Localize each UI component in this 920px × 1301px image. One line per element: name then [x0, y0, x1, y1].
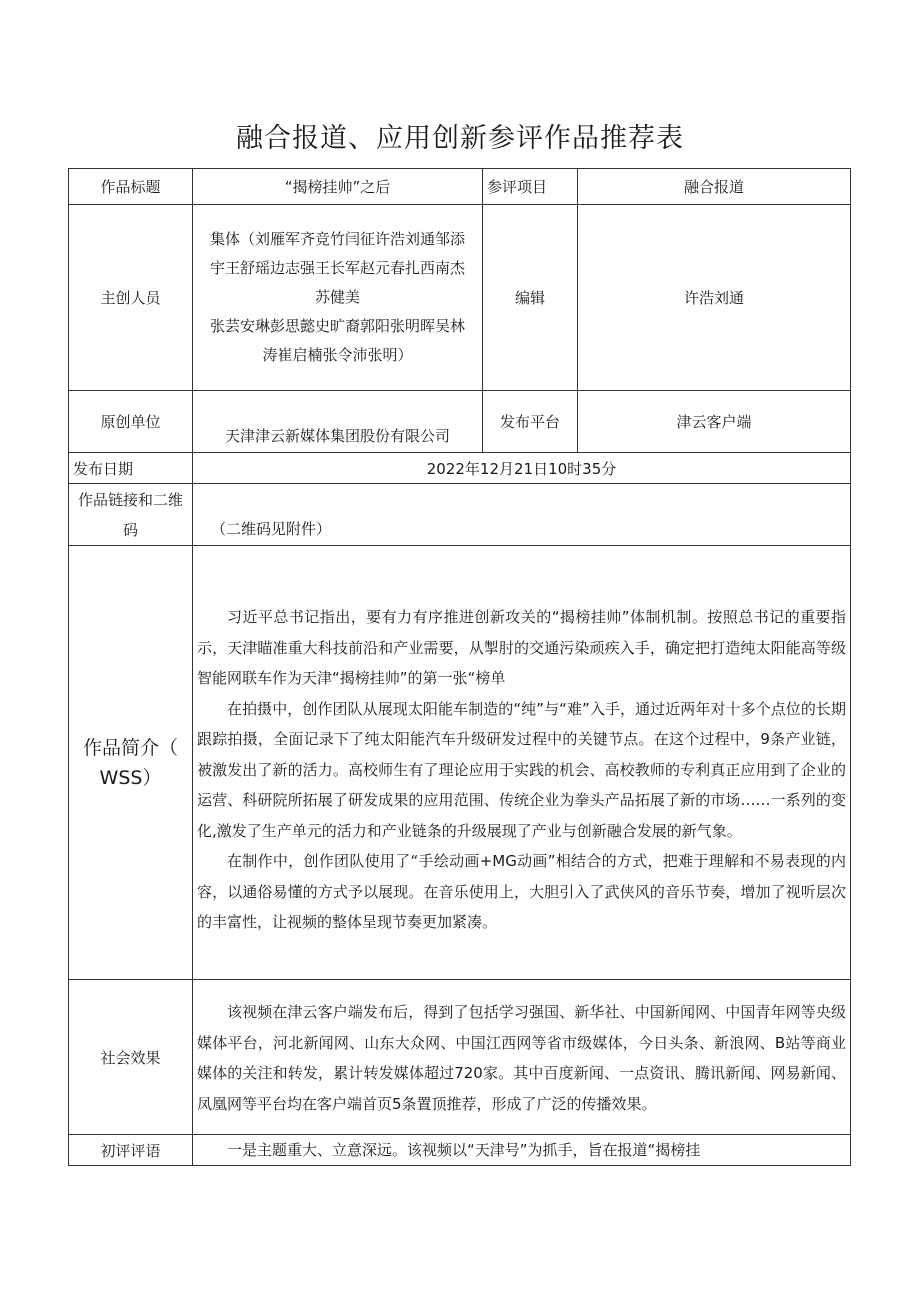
row-creators [69, 205, 851, 391]
platform-label: 发布平台 [483, 391, 578, 453]
effect-paragraph: 该视频在津云客户端发布后，得到了包括学习强国、新华社、中国新闻网、中国青年网等央级媒体平台，河北新闻网、山东大众网、中国江西网等省市级媒体，今日头条、新浪网、B站等商业媒体的关注和转发，累计转发媒体超过720家。其中百度新闻、一点资讯、腾讯新闻、网易新闻、凤凰网等平台均在客户端首页5条置顶推荐，形成了广泛的传播效果。 [197, 1003, 846, 1113]
intro-label [69, 546, 193, 980]
creators-line: 涛崔启楠张令沛张明） [262, 346, 413, 364]
category-value: 融合报道 [578, 169, 851, 205]
link-value: （二维码见附件） [193, 484, 851, 546]
intro-paragraph: 习近平总书记指出，要有力有序推进创新攻关的“揭榜挂帅”体制机制。按照总书记的重要指示，天津瞄准重大科技前沿和产业需要，从掣肘的交通污染顽疾入手，确定把打造纯太阳能高等级智能网联车作为天津“揭榜挂帅”的第一张“榜单 [197, 608, 846, 687]
unit-label: 原创单位 [69, 391, 193, 453]
recommendation-form-table [68, 168, 851, 1166]
editor-value: 许浩刘通 [578, 205, 851, 391]
row-comment [69, 1135, 851, 1166]
creators-line: 集体（刘雁军齐竞竹闫征许浩刘通邹添 [209, 230, 465, 248]
editor-label: 编辑 [483, 205, 578, 391]
link-label-line: 码 [122, 520, 138, 539]
work-title-value: “揭榜挂帅”之后 [193, 169, 483, 205]
effect-label: 社会效果 [69, 980, 193, 1135]
intro-paragraph: 在制作中，创作团队使用了“手绘动画+MG动画”相结合的方式，把难于理解和不易表现的内容，以通俗易懂的方式予以展现。在音乐使用上，大胆引入了武侠风的音乐节奏，增加了视听层次的丰富性，让视频的整体呈现节奏更加紧凑。 [197, 852, 846, 931]
creators-value [193, 205, 483, 391]
intro-label-line: WSS） [99, 766, 162, 789]
creators-label: 主创人员 [69, 205, 193, 391]
page-title: 融合报道、应用创新参评作品推荐表 [236, 123, 684, 154]
comment-label: 初评评语 [69, 1135, 193, 1166]
row-link [69, 484, 851, 546]
creators-line: 宇王舒瑶边志强王长军赵元春扎西南杰 [209, 259, 465, 277]
row-work-title [69, 169, 851, 205]
platform-value: 津云客户端 [578, 391, 851, 453]
unit-value: 天津津云新媒体集团股份有限公司 [193, 391, 483, 453]
date-value: 2022年12月21日10时35分 [193, 453, 851, 484]
row-date [69, 453, 851, 484]
intro-content [193, 546, 851, 980]
work-title-label: 作品标题 [69, 169, 193, 205]
intro-paragraph: 在拍摄中，创作团队从展现太阳能车制造的“纯”与“难”入手，通过近两年对十多个点位的长期跟踪拍摄，全面记录下了纯太阳能汽车升级研发过程中的关键节点。在这个过程中，9条产业链，被激发出了新的活力。高校师生有了理论应用于实践的机会、高校教师的专利真正应用到了企业的运营、科研院所拓展了研发成果的应用范围、传统企业为拳头产品拓展了新的市场……一系列的变化,激发了生产单元的活力和产业链条的升级展现了产业与创新融合发展的新气象。 [197, 699, 846, 840]
intro-label-line: 作品简介（ [82, 736, 178, 759]
comment-content [193, 1135, 851, 1166]
link-label [69, 484, 193, 546]
row-unit [69, 391, 851, 453]
category-label: 参评项目 [483, 169, 578, 205]
creators-line: 苏健美 [314, 288, 360, 306]
effect-content [193, 980, 851, 1135]
comment-paragraph: 一是主题重大、立意深远。该视频以“天津号”为抓手，旨在报道“揭榜挂 [227, 1140, 701, 1159]
row-effect [69, 980, 851, 1135]
date-label: 发布日期 [69, 453, 193, 484]
row-intro [69, 546, 851, 980]
creators-line: 张芸安琳彭思懿史旷裔郭阳张明晖吴林 [209, 317, 465, 335]
link-label-line: 作品链接和二维 [77, 490, 183, 509]
